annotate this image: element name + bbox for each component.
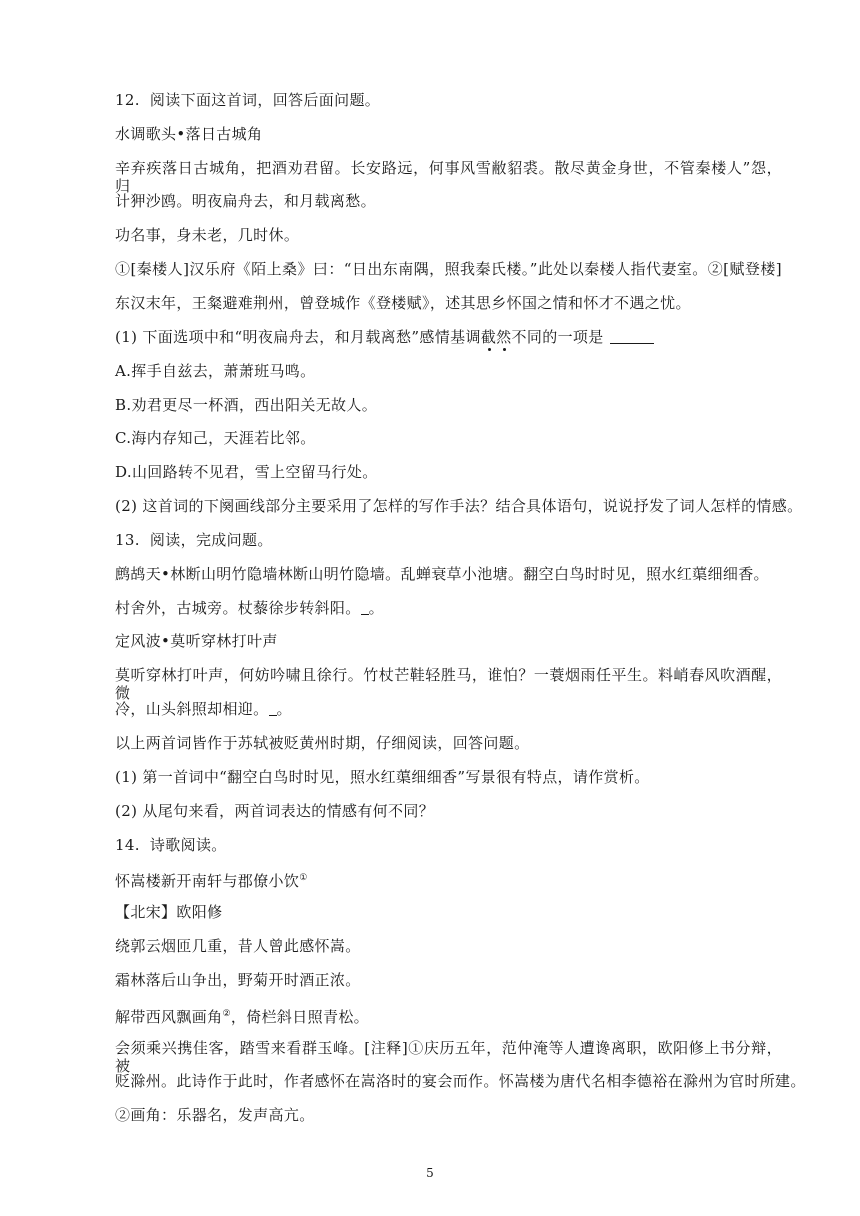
q14-heading (115, 836, 782, 854)
q14-note-line-1: 贬滁州。此诗作于此时，作者感怀在嵩洛时的宴会而作。怀嵩楼为唐代名相李德裕在滁州为官时所建。 (115, 1072, 806, 1090)
q14-note-line-2: ②画角：乐器名，发声高亢。 (115, 1106, 315, 1124)
q12-prompt: 阅读下面这首词，回答后面问题。 (149, 91, 381, 109)
q13-sub-question-1: (1) 第一首词中“翻空白鸟时时见，照水红蕖细细香”写景很有特点，请作赏析。 (115, 768, 650, 786)
q13-poem1-line-2-text: 村舍外，古城旁。杖藜徐步转斜阳。 (115, 599, 361, 617)
q14-poem-line-2: 霜林落后山争出，野菊开时酒正浓。 (115, 971, 361, 989)
q12-sub-question-1 (115, 328, 782, 346)
q12-poem-line-3: 功名事，身未老，几时休。 (115, 226, 300, 244)
q12-poem-line-1: 辛弃疾落日古城角，把酒劝君留。长安路远，何事风雪敝貂裘。散尽黄金身世，不管秦楼人”怨，归 (115, 159, 782, 195)
q14-line3-text-end: ，倚栏斜日照青松。 (230, 1008, 370, 1026)
q12-sub1-text: (1) 下面选项中和“明夜扁舟去，和月载离愁”感情基调 (115, 328, 481, 346)
q12-note-line-2: 东汉末年，王粲避难荆州，曾登城作《登楼赋》，述其思乡怀国之情和怀才不遇之忧。 (115, 294, 691, 312)
q14-author: 【北宋】欧阳修 (115, 903, 223, 921)
q13-poem1-line-2 (115, 599, 782, 617)
q14-poem-title (115, 869, 782, 890)
q13-number: 13. (115, 531, 140, 549)
q13-heading (115, 531, 782, 549)
q13-prompt: 阅读，完成问题。 (149, 531, 273, 549)
q13-poem2-line-1: 莫听穿林打叶声，何妨吟啸且徐行。竹杖芒鞋轻胜马，谁怕？一蓑烟雨任平生。料峭春风吹酒醒，微 (115, 666, 782, 702)
q12-number: 12. (115, 91, 140, 109)
q12-sub1-text-end: 不同的一项是 (511, 328, 604, 346)
footnote-marker: ① (299, 873, 308, 883)
q14-title-text: 怀嵩楼新开南轩与郡僚小饮 (115, 872, 300, 890)
q14-line3-text: 解带西风飘画角 (115, 1008, 223, 1026)
q12-poem-title: 水调歌头•落日古城角 (115, 125, 263, 143)
emphasis-char: 截 (480, 328, 497, 346)
q12-poem-line-2: 计狎沙鸥。明夜扁舟去，和月载离愁。 (115, 192, 376, 210)
q13-context: 以上两首词皆作于苏轼被贬黄州时期，仔细阅读，回答问题。 (115, 734, 530, 752)
q12-sub-question-2: (2) 这首词的下阕画线部分主要采用了怎样的写作手法？结合具体语句，说说抒发了词人怎样的情感。 (115, 497, 803, 515)
q13-poem2-title: 定风波•莫听穿林打叶声 (115, 632, 278, 650)
q13-poem2-line-2-end: 。 (276, 700, 292, 718)
q14-poem-line-4: 会须乘兴携佳客，踏雪来看群玉峰。[注释]①庆历五年，范仲淹等人遭谗离职，欧阳修上书分辩，被 (115, 1039, 782, 1075)
fill-blank (361, 600, 369, 615)
q13-poem2-line-2-text: 冷，山头斜照却相迎。 (115, 700, 269, 718)
q12-option-c: C.海内存知己，天涯若比邻。 (115, 429, 316, 447)
q12-option-d: D.山回路转不见君，雪上空留马行处。 (115, 463, 378, 481)
q13-poem1-line-1: 鹧鸪天•林断山明竹隐墙林断山明竹隐墙。乱蝉衰草小池塘。翻空白鸟时时见，照水红蕖细细香。 (115, 565, 769, 583)
answer-blank (610, 329, 654, 344)
q14-number: 14. (115, 836, 140, 854)
q14-poem-line-3 (115, 1005, 782, 1026)
q12-option-a: A.挥手自兹去，萧萧班马鸣。 (115, 362, 316, 380)
q12-heading (115, 91, 782, 109)
q12-option-b: B.劝君更尽一杯酒，西出阳关无故人。 (115, 396, 378, 414)
q13-poem1-line-2-end: 。 (368, 599, 384, 617)
emphasis-char: 然 (496, 328, 512, 346)
q12-note-line-1: ①[秦楼人]汉乐府《陌上桑》曰：“日出东南隅，照我秦氏楼。”此处以秦楼人指代妻室。②[赋登楼] (115, 260, 782, 278)
q14-prompt: 诗歌阅读。 (149, 836, 227, 854)
q14-poem-line-1: 绕郭云烟匝几重，昔人曾此感怀嵩。 (115, 937, 361, 955)
q13-sub-question-2: (2) 从尾句来看，两首词表达的情感有何不同？ (115, 802, 435, 820)
fill-blank (269, 701, 277, 716)
footnote-marker: ② (222, 1009, 231, 1019)
q13-poem2-line-2 (115, 700, 782, 718)
page-number: 5 (426, 1166, 434, 1180)
